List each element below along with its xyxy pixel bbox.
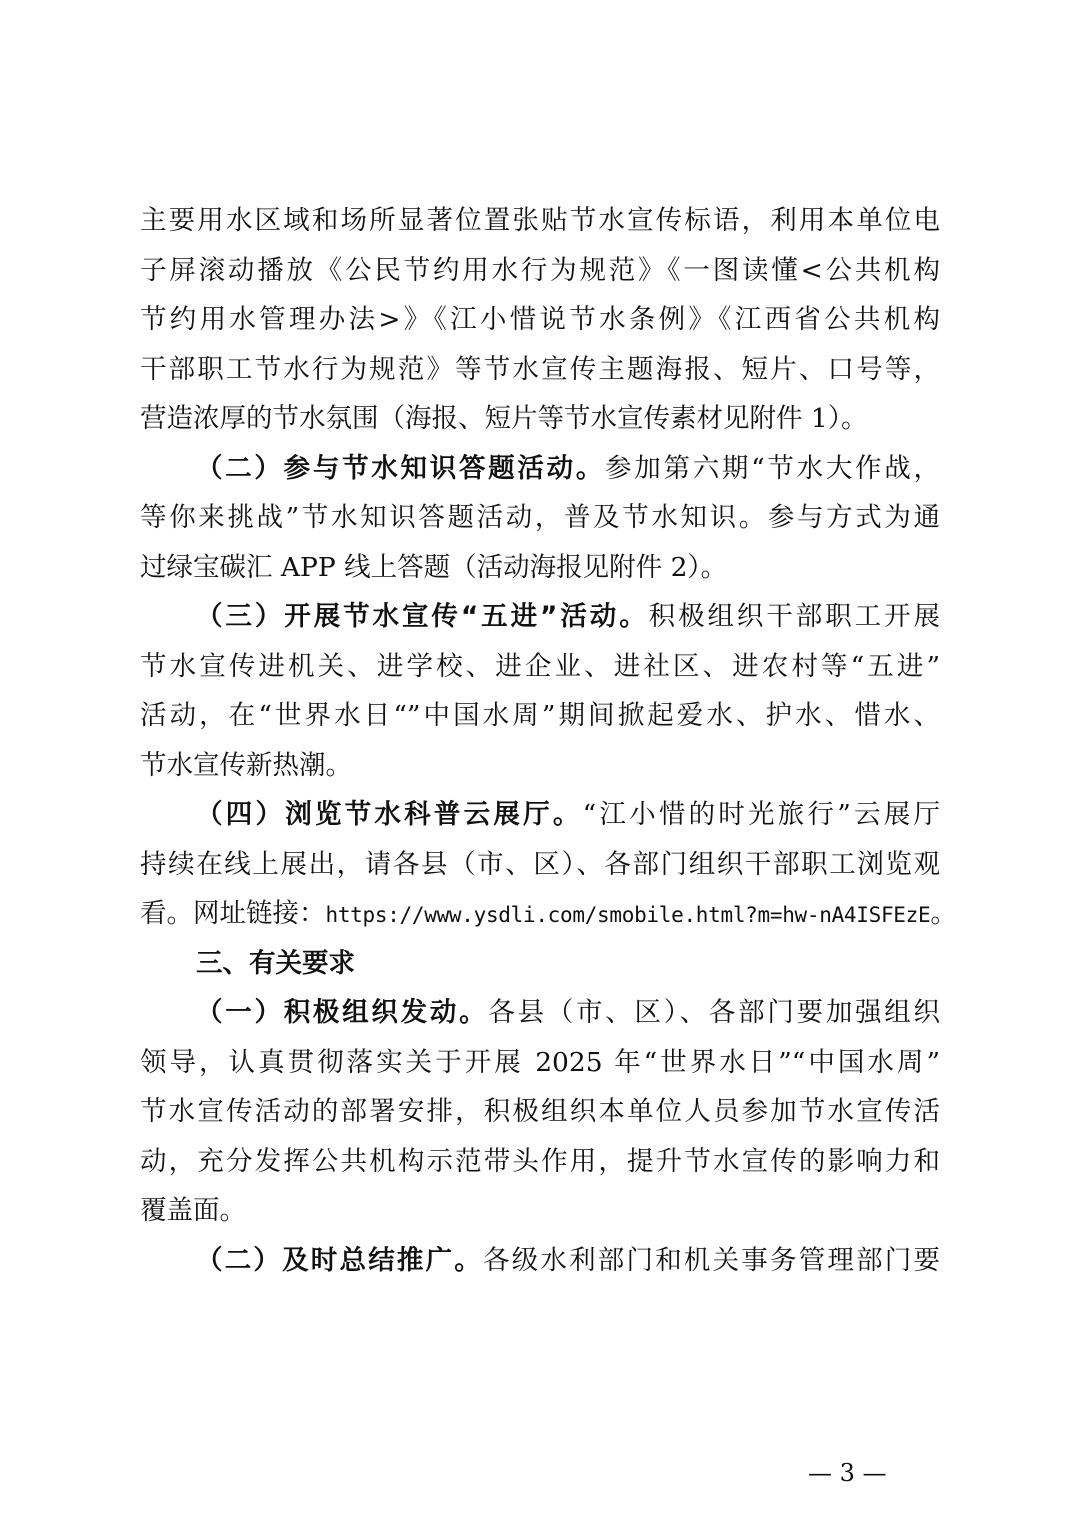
paragraph-line: 领导，认真贯彻落实关于开展 2025 年“世界水日”“中国水周” [140, 1046, 940, 1078]
item-4-text: “江小惜的时光旅行”云展厅 [582, 799, 941, 830]
requirement-2-title: （二）及时总结推广。 [196, 1244, 483, 1276]
requirement-1-text: 各县（市、区）、各部门要加强组织 [488, 997, 941, 1028]
link-prefix: 看。网址链接： [140, 898, 326, 929]
requirement-2-first-line [140, 1236, 940, 1286]
paragraph-line: 节水宣传新热潮。 [140, 749, 352, 781]
paragraph-line: 主要用水区域和场所显著位置张贴节水宣传标语，利用本单位电 [140, 205, 940, 236]
paragraph-line: 覆盖面。 [140, 1195, 246, 1226]
page-number: — 3 — [808, 1459, 887, 1487]
paragraph-line: 持续在线上展出，请各县（市、区）、各部门组织干部职工浏览观 [140, 848, 940, 880]
paragraph-line: 节水宣传活动的部署安排，积极组织本单位人员参加节水宣传活 [140, 1096, 940, 1127]
item-4-first-line [140, 790, 940, 840]
item-4-title: （四）浏览节水科普云展厅。 [196, 799, 583, 830]
requirement-2-text: 各级水利部门和机关事务管理部门要 [483, 1244, 940, 1276]
cloud-exhibition-link[interactable]: https://www.ysdli.com/smobile.html?m=hw-nA4ISFEzE [325, 903, 931, 927]
item-2-title: （二）参与节水知识答题活动。 [196, 452, 606, 484]
paragraph-line: 等你来挑战”节水知识答题活动，普及节水知识。参与方式为通 [140, 502, 940, 533]
item-2-first-line [140, 444, 940, 494]
paragraph-line: 节约用水管理办法>》《江小惜说节水条例》《江西省公共机构 [140, 304, 940, 335]
document-body [140, 196, 957, 1285]
paragraph-line: 营造浓厚的节水氛围（海报、短片等节水宣传素材见附件 1）。 [140, 403, 868, 434]
paragraph-line: 子屏滚动播放《公民节约用水行为规范》《一图读懂<公共机构 [140, 254, 940, 286]
item-3-title: （三）开展节水宣传“五进”活动。 [196, 601, 649, 632]
requirement-1-first-line [140, 988, 940, 1038]
requirement-1-title: （一）积极组织发动。 [196, 997, 489, 1028]
paragraph-line: 干部职工节水行为规范》等节水宣传主题海报、短片、口号等， [140, 353, 940, 385]
item-3-first-line [140, 592, 940, 642]
paragraph-line: 活动，在“世界水日“”中国水周”期间掀起爱水、护水、惜水、 [140, 700, 940, 731]
section-heading: 三、有关要求 [196, 947, 355, 979]
item-2-text: 参加第六期“节水大作战， [605, 452, 940, 484]
link-suffix: 。 [930, 898, 957, 929]
item-3-text: 积极组织干部职工开展 [648, 601, 940, 632]
url-line [140, 889, 957, 939]
paragraph-line: 节水宣传进机关、进学校、进企业、进社区、进农村等“五进” [140, 650, 940, 682]
paragraph-line: 过绿宝碳汇 APP 线上答题（活动海报见附件 2）。 [140, 551, 728, 583]
paragraph-line: 动，充分发挥公共机构示范带头作用，提升节水宣传的影响力和 [140, 1145, 940, 1177]
